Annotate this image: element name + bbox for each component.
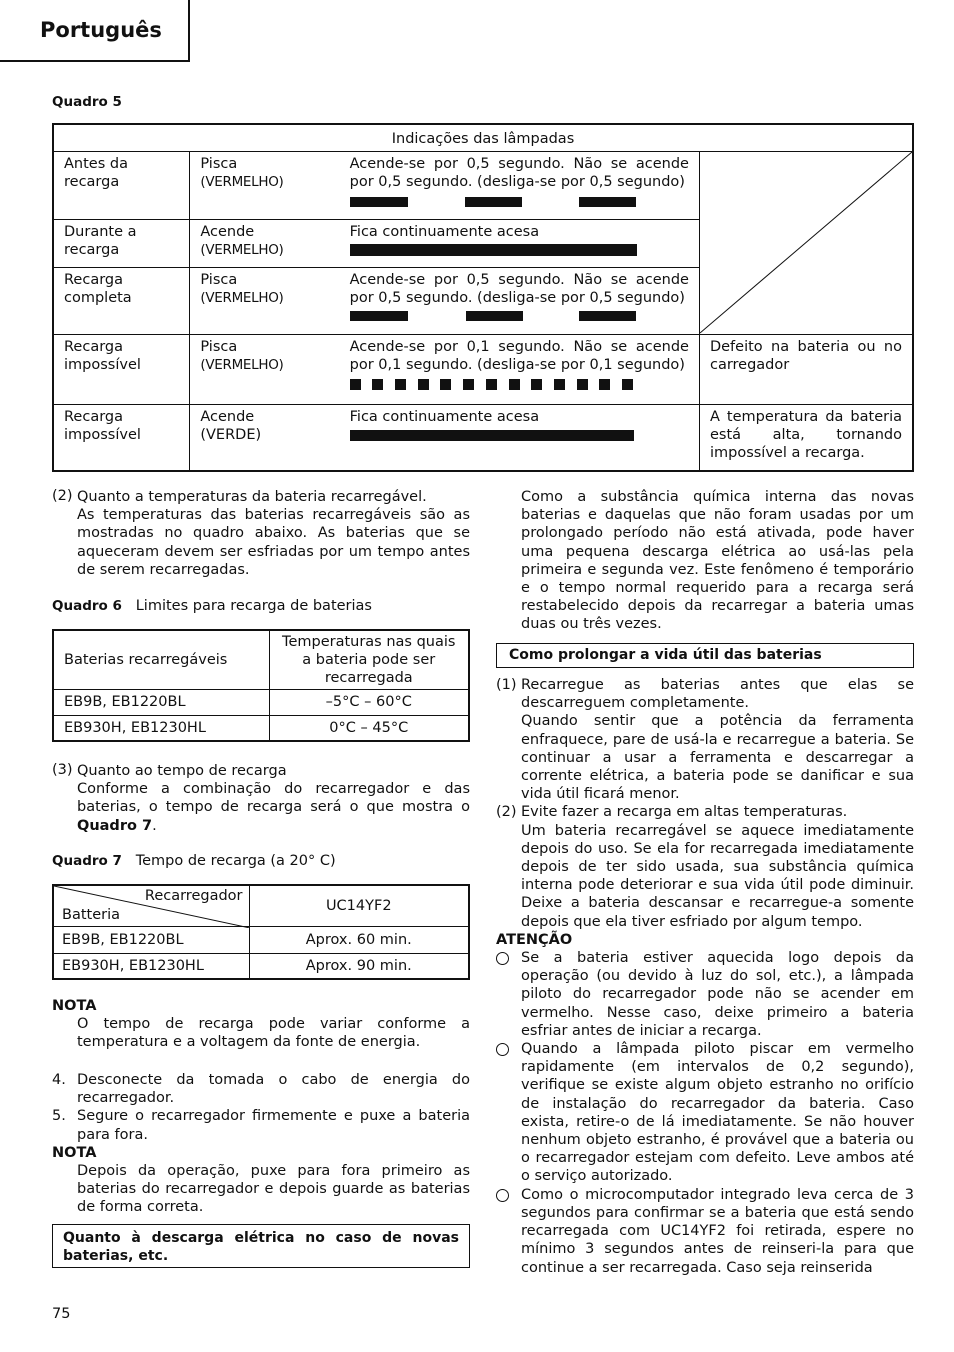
row-desc: Fica continuamente acesa bbox=[340, 404, 700, 471]
blink-square bbox=[350, 379, 361, 390]
bullet-circle-icon bbox=[496, 952, 509, 965]
discharge-box: Quanto à descarga elétrica no caso de novas baterias, etc. bbox=[52, 1224, 470, 1268]
temp-heading: Quanto a temperaturas da bateria recarregável. bbox=[77, 489, 427, 505]
blink-square bbox=[554, 379, 565, 390]
blink-square bbox=[509, 379, 520, 390]
row-state: Antes da recarga bbox=[53, 151, 190, 219]
row-state: Recarga impossível bbox=[53, 404, 190, 471]
blink-square bbox=[372, 379, 383, 390]
blink-indicator bbox=[350, 197, 689, 207]
row-desc: Acende-se por 0,1 segundo. Não se acende por 0,1 segundo. (desliga-se por 0,1 segundo) bbox=[340, 334, 700, 404]
battery-life-box: Como prolongar a vida útil das baterias bbox=[496, 643, 914, 668]
language-label: Português bbox=[40, 18, 162, 42]
row-light: Acende (VERMELHO) bbox=[190, 219, 340, 267]
blink-square bbox=[463, 379, 474, 390]
quadro7-caption: Quadro 7 Tempo de recarga (a 20° C) bbox=[52, 853, 336, 869]
solid-indicator bbox=[350, 430, 689, 440]
blink-square bbox=[486, 379, 497, 390]
row-state: Recarga impossível bbox=[53, 334, 190, 404]
table-row: EB930H, EB1230HL 0°C – 45°C bbox=[53, 715, 469, 741]
table-row: EB9B, EB1220BL Aprox. 60 min. bbox=[53, 926, 469, 953]
table-row: EB9B, EB1220BL –5°C – 60°C bbox=[53, 689, 469, 715]
blink-square bbox=[440, 379, 451, 390]
temp-body: As temperaturas das baterias recarregáveis são as mostradas no quadro abaixo. As baterias que se aqueceram devem ser esfriadas por um tempo antes de serem recarregadas. bbox=[77, 507, 470, 578]
intro-paragraph: Como a substância química interna das novas baterias e daquelas que não foram usadas por um prolongado período não está ativada, pode haver uma pequena descarga elétrica ao usá-las pela primeira e segunda vez. Este fenômeno é temporário e o tempo normal requerido para a recarga será restabelecido depois da recarregar a bateria umas duas ou três vezes. bbox=[521, 489, 914, 633]
quadro6-table: Baterias recarregáveis Temperaturas nas quais a bateria pode ser recarregada EB9B, EB1220BL –5°C – 60°C EB930H, EB1230HL 0°C – 45°C bbox=[52, 629, 470, 742]
blink-square bbox=[622, 379, 633, 390]
fast-blink-indicator bbox=[350, 379, 689, 389]
table-row bbox=[53, 151, 913, 219]
row-light: Pisca (VERMELHO) bbox=[190, 151, 340, 219]
row-light: Pisca (VERMELHO) bbox=[190, 334, 340, 404]
row-light: Acende (VERDE) bbox=[190, 404, 340, 471]
blink-square bbox=[531, 379, 542, 390]
empty-cell bbox=[699, 151, 913, 334]
row-state: Recarga completa bbox=[53, 267, 190, 334]
blink-square bbox=[599, 379, 610, 390]
bullet-circle-icon bbox=[496, 1043, 509, 1056]
row-state: Durante a recarga bbox=[53, 219, 190, 267]
row-note: A temperatura da bateria está alta, tornando impossível a recarga. bbox=[699, 404, 913, 471]
steps: 4. Desconecte da tomada o cabo de energia do recarregador. 5. Segure o recarregador firmemente e puxe a bateria para fora. NOTA Depois da operação, puxe para fora primeiro as baterias do recarregador e depois guarde as baterias de forma correta. bbox=[52, 1072, 470, 1216]
row-desc: Acende-se por 0,5 segundo. Não se acende por 0,5 segundo. (desliga-se por 0,5 segundo) bbox=[340, 151, 700, 219]
table-row bbox=[53, 404, 913, 471]
page-number: 75 bbox=[52, 1306, 71, 1322]
row-light: Pisca (VERMELHO) bbox=[190, 267, 340, 334]
table-row: EB930H, EB1230HL Aprox. 90 min. bbox=[53, 953, 469, 979]
blink-indicator bbox=[350, 311, 689, 321]
quadro7-table: Recarregador Batteria UC14YF2 EB9B, EB1220BL Aprox. 60 min. EB930H, EB1230HL Aprox. 90 min. bbox=[52, 884, 470, 980]
battery-life-section: (1) Recarregue as baterias antes que elas se descarreguem completamente. Quando sentir que a potência da ferramenta enfraquece, pare de usá-la e recarregue a bateria. Se continuar a usar a ferramenta e descarregar a corrente elétrica, a bateria pode se danificar e sua vida útil ficará menor. (2) Evite fazer a recarga em altas temperaturas. Um bateria recarregável se aquece imediatamente depois do uso. Se ela for recarregada imediatamente depois de ter sido usada, sua substância química interna pode deteriorar e sua vida útil pode diminuir. Deixe a bateria descansar e recarregue-a somente depois que ela tiver esfriado por algum tempo. ATENÇÃO Se a bateria estiver aquecida logo depois da operação (ou devido à luz do sol, etc.), a lâmpada piloto do recarregador pode não se acender em vermelho. Nesse caso, deixe primeiro a bateria esfriar antes de iniciar a recarga. Quando a lâmpada piloto piscar em vermelho rapidamente (em intervalos de 0,2 segundo), verifique se existe algum objeto estranho no orifício de instalação do recarregador da bateria. Caso exista, retire-o de lá imediatamente. Se não houver nenhum objeto estranho, é provável que a bateria ou o recarregador estejam com defeito. Leve ambos até o serviço autorizado. Como o microcomputador integrado leva cerca de 3 segundos para confirmar se a bateria que está sendo recarregada com UC14YF2 foi retirada, espere no mínimo 3 segundos antes de reinseri-la para que continue a ser recarregada. Caso seja reinserida bbox=[496, 677, 914, 1276]
row-note: Defeito na bateria ou no carregador bbox=[699, 334, 913, 404]
quadro5-header: Indicações das lâmpadas bbox=[53, 124, 913, 151]
diagonal-line bbox=[700, 152, 912, 334]
blink-square bbox=[577, 379, 588, 390]
quadro6-caption: Quadro 6 Limites para recarga de baterias bbox=[52, 598, 372, 614]
blink-square bbox=[395, 379, 406, 390]
table-row bbox=[53, 334, 913, 404]
row-desc: Fica continuamente acesa bbox=[340, 219, 700, 267]
charge-time-section: (3) Quanto ao tempo de recarga Conforme a combinação do recarregador e das baterias, o tempo de recarga será o que mostra o Quadro 7. bbox=[52, 762, 470, 834]
solid-indicator bbox=[350, 244, 689, 254]
quadro5-title: Quadro 5 bbox=[52, 94, 122, 110]
left-column: (2) Quanto a temperaturas da bateria recarregável. As temperaturas das baterias recarregáveis são as mostradas no quadro abaixo. As baterias que se aqueceram devem ser esfriadas por um tempo antes de serem recarregadas. bbox=[52, 488, 470, 578]
quadro5-table bbox=[52, 123, 914, 472]
bullet-circle-icon bbox=[496, 1189, 509, 1202]
row-desc: Acende-se por 0,5 segundo. Não se acende por 0,5 segundo. (desliga-se por 0,5 segundo) bbox=[340, 267, 700, 334]
atencao-title: ATENÇÃO bbox=[496, 931, 573, 948]
blink-square bbox=[418, 379, 429, 390]
nota1: NOTA O tempo de recarga pode variar conforme a temperatura e a voltagem da fonte de energia. bbox=[52, 998, 470, 1051]
diagonal-header: Recarregador Batteria bbox=[53, 885, 249, 926]
